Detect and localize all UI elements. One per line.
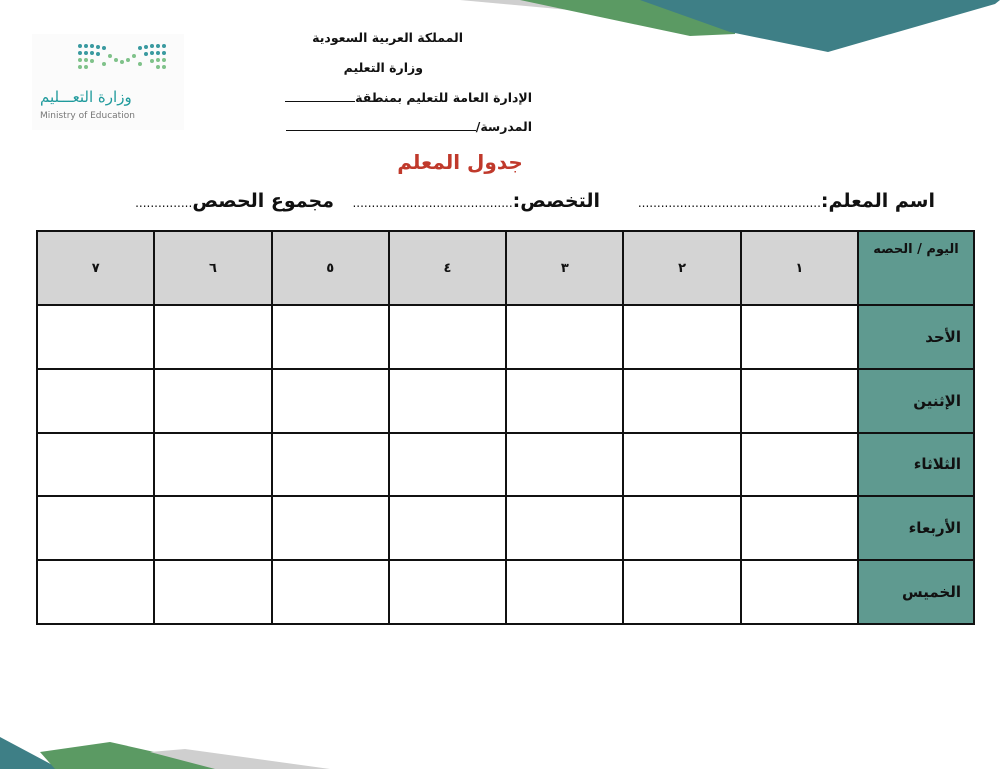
logo-dots-icon [76,42,168,78]
top-green-stripe [520,0,740,36]
period-header: ١ [741,231,858,305]
schedule-cell[interactable] [37,433,154,497]
period-header: ٧ [37,231,154,305]
schedule-cell[interactable] [506,305,623,369]
schedule-cell[interactable] [154,433,271,497]
schedule-cell[interactable] [389,433,506,497]
schedule-cell[interactable] [623,305,740,369]
schedule-cell[interactable] [389,496,506,560]
schedule-cell[interactable] [389,305,506,369]
table-row [37,433,974,497]
logo-english-text: Ministry of Education [40,111,135,121]
schedule-table [36,230,975,625]
schedule-cell[interactable] [623,560,740,624]
schedule-cell[interactable] [741,496,858,560]
header-ministry: وزارة التعليم [343,60,423,75]
ministry-logo [32,34,184,130]
specialty-dots: .......................................... [352,196,513,210]
table-row [37,560,974,624]
schedule-cell[interactable] [272,305,389,369]
header-directorate [285,89,532,105]
table-row [37,496,974,560]
specialty-field [352,190,600,212]
corner-header: اليوم / الحصه [858,231,974,305]
header-kingdom: المملكة العربية السعودية [312,30,463,45]
schedule-cell[interactable] [272,433,389,497]
schedule-cell[interactable] [154,305,271,369]
schedule-cell[interactable] [389,369,506,433]
schedule-cell[interactable] [623,369,740,433]
schedule-cell[interactable] [272,560,389,624]
schedule-cell[interactable] [623,433,740,497]
bottom-teal-shape [0,737,60,769]
schedule-cell[interactable] [37,560,154,624]
top-gray-stripe [460,0,700,22]
header-directorate-label: الإدارة العامة للتعليم بمنطقة [355,90,532,105]
total-periods-field [135,190,334,212]
top-teal-shape [640,0,1000,52]
schedule-cell[interactable] [506,560,623,624]
schedule-cell[interactable] [154,496,271,560]
table-row [37,305,974,369]
teacher-name-field [638,190,935,212]
day-label: الأربعاء [858,496,974,560]
day-label: الإثنين [858,369,974,433]
period-header: ٣ [506,231,623,305]
table-header-row [37,231,974,305]
header-school-label: المدرسة/ [475,119,532,134]
schedule-cell[interactable] [272,496,389,560]
schedule-cell[interactable] [741,560,858,624]
teacher-name-dots: ................................................ [637,196,821,210]
teacher-name-label: اسم المعلم: [820,190,935,212]
schedule-cell[interactable] [506,496,623,560]
schedule-cell[interactable] [389,560,506,624]
day-label: الخميس [858,560,974,624]
period-header: ٦ [154,231,271,305]
school-blank-line [286,118,476,131]
bottom-gray-stripe [150,749,330,769]
table-row [37,369,974,433]
schedule-cell[interactable] [37,369,154,433]
day-label: الأحد [858,305,974,369]
schedule-cell[interactable] [154,369,271,433]
schedule-cell[interactable] [741,433,858,497]
schedule-cell[interactable] [37,496,154,560]
schedule-cell[interactable] [623,496,740,560]
schedule-cell[interactable] [506,433,623,497]
period-header: ٢ [623,231,740,305]
total-periods-label: مجموع الحصص [192,190,334,212]
schedule-cell[interactable] [154,560,271,624]
schedule-cell[interactable] [741,305,858,369]
logo-arabic-text: وزارة التعـــليم [40,88,132,106]
total-periods-dots: ............... [135,196,193,210]
schedule-cell[interactable] [37,305,154,369]
header-school [286,118,532,134]
specialty-label: التخصص: [512,190,600,212]
schedule-cell[interactable] [506,369,623,433]
schedule-cell[interactable] [741,369,858,433]
day-label: الثلاثاء [858,433,974,497]
period-header: ٥ [272,231,389,305]
bottom-green-stripe [40,742,230,769]
directorate-blank-line [285,89,355,102]
schedule-cell[interactable] [272,369,389,433]
period-header: ٤ [389,231,506,305]
page-title: جدول المعلم [397,150,523,174]
